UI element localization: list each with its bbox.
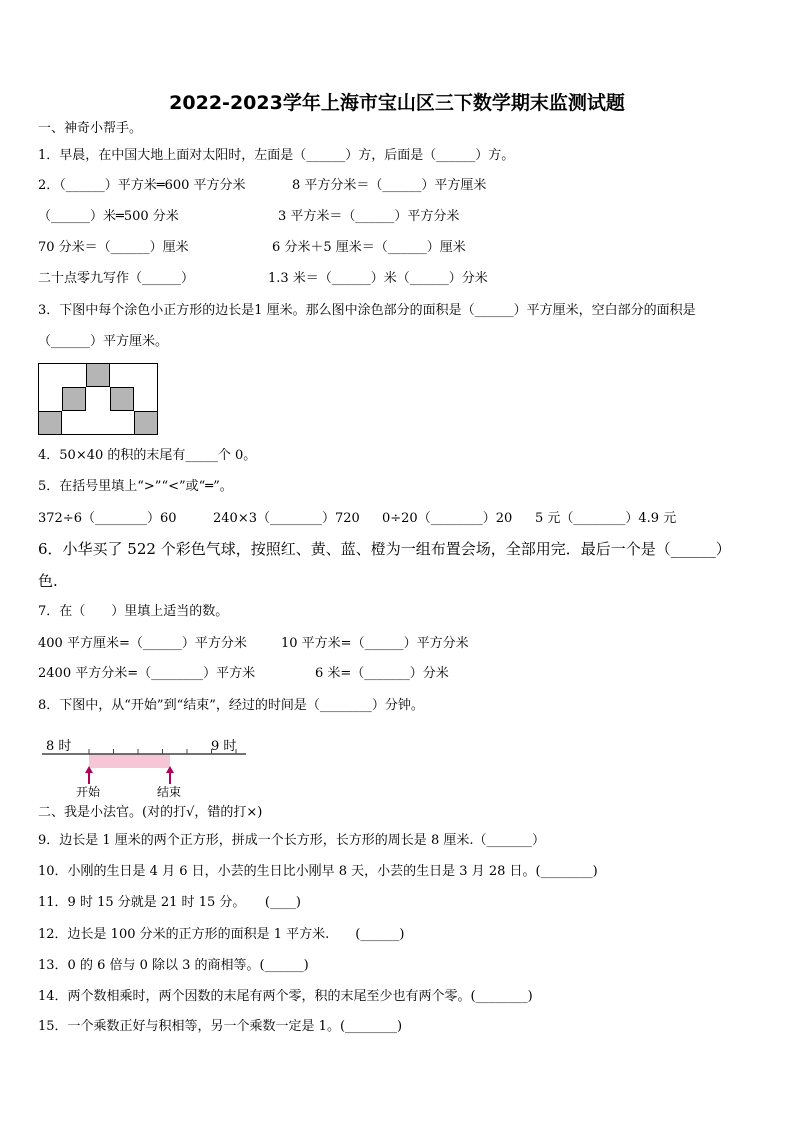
- page-title: 2022-2023学年上海市宝山区三下数学期末监测试题: [169, 92, 625, 114]
- q7-item-3: 2400 平方分米=（________）平方米: [38, 666, 256, 681]
- timeline-highlight: [89, 754, 170, 768]
- q7-item-2: 10 平方米=（______）平方分米: [281, 636, 469, 651]
- question-3-line-2: （______）平方厘米。: [38, 334, 169, 349]
- question-10: 10．小刚的生日是 4 月 6 日，小芸的生日比小刚早 8 天，小芸的生日是 3 月 28 日。(________): [38, 864, 598, 879]
- q7-item-4: 6 米=（_______）分米: [315, 666, 449, 681]
- q2-item-8: 1.3 米＝（______）米（______）分米: [268, 271, 488, 286]
- q5-item-1: 372÷6（________）60: [38, 511, 177, 526]
- q2-item-6: 6 分米＋5 厘米＝（______）厘米: [272, 240, 466, 255]
- question-11: 11．9 时 15 分就是 21 时 15 分。 (____): [38, 895, 302, 910]
- q2-item-7: 二十点零九写作（______）: [38, 271, 195, 286]
- start-label: 开始: [76, 785, 101, 799]
- end-label: 结束: [157, 785, 182, 799]
- section-heading-2: 二、我是小法官。(对的打√，错的打×): [38, 805, 263, 820]
- question-6-line-1: 6．小华买了 522 个彩色气球，按照红、黄、蓝、橙为一组布置会场，全部用完．最后一个是（______）: [38, 540, 731, 558]
- question-3-line-1: 3．下图中每个涂色小正方形的边长是1 厘米。那么图中涂色部分的面积是（______）平方厘米，空白部分的面积是: [38, 303, 696, 318]
- q2-item-4: 3 平方米＝（______）平方分米: [278, 209, 460, 224]
- time-interval-figure: [40, 732, 250, 802]
- question-8: 8．下图中，从“开始”到“结束”，经过的时间是（________）分钟。: [38, 698, 424, 713]
- q7-item-1: 400 平方厘米=（______）平方分米: [38, 636, 247, 651]
- shaded-squares-figure: [38, 363, 158, 435]
- q5-item-4: 5 元（________）4.9 元: [535, 511, 677, 526]
- shaded-square: [110, 387, 134, 411]
- question-1: 1．早晨，在中国大地上面对太阳时，左面是（______）方，后面是（______）方。: [38, 148, 515, 163]
- q5-item-2: 240×3（________）720: [213, 511, 360, 526]
- question-12: 12．边长是 100 分米的正方形的面积是 1 平方米. (______): [38, 927, 405, 942]
- question-13: 13．0 的 6 倍与 0 除以 3 的商相等。(______): [38, 958, 309, 973]
- q2-item-3: （______）米═500 分米: [38, 209, 179, 224]
- shaded-square: [86, 363, 110, 387]
- shaded-square: [134, 411, 158, 435]
- section-heading-1: 一、神奇小帮手。: [38, 121, 143, 136]
- question-14: 14．两个数相乘时，两个因数的末尾有两个零，积的末尾至少也有两个零。(________): [38, 989, 533, 1004]
- q2-item-2: 8 平方分米＝（______）平方厘米: [292, 178, 487, 193]
- shaded-square: [38, 411, 62, 435]
- q2-item-1: 2．（______）平方米═600 平方分米: [38, 178, 246, 193]
- question-9: 9．边长是 1 厘米的两个正方形，拼成一个长方形，长方形的周长是 8 厘米.（_______）: [38, 833, 545, 848]
- question-4: 4．50×40 的积的末尾有_____个 0。: [38, 448, 257, 463]
- timeline-svg: [40, 732, 250, 802]
- question-15: 15．一个乘数正好与积相等，另一个乘数一定是 1。(________): [38, 1019, 403, 1034]
- question-5-heading: 5．在括号里填上“>”“<”或“═”。: [38, 479, 233, 494]
- q2-item-5: 70 分米＝（______）厘米: [38, 240, 189, 255]
- time-label-end-hour: 9 时: [211, 739, 237, 754]
- question-7-heading: 7．在（ ）里填上适当的数。: [38, 604, 229, 619]
- shaded-square: [62, 387, 86, 411]
- time-label-start-hour: 8 时: [46, 739, 72, 754]
- q5-item-3: 0÷20（________）20: [382, 511, 513, 526]
- question-6-line-2: 色.: [38, 572, 58, 590]
